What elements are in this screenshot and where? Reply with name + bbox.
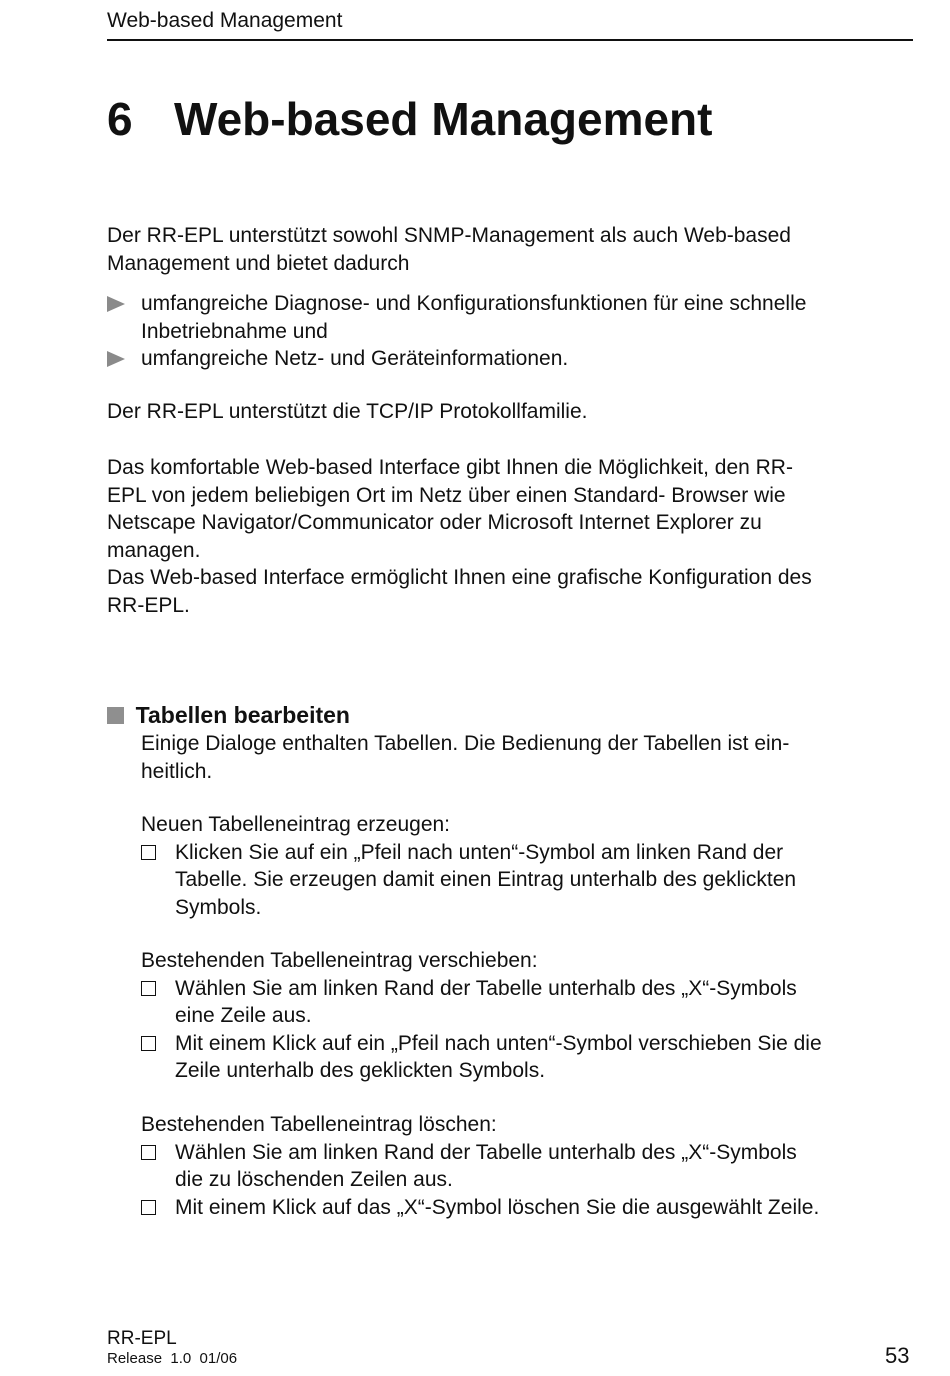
- footer: [107, 1328, 237, 1368]
- chapter-title: Web-based Management: [174, 93, 713, 145]
- item-text: die zu löschenden Zeilen aus.: [175, 1168, 453, 1191]
- checkbox-bullet-icon: [141, 981, 156, 996]
- footer-product: RR-EPL: [107, 1328, 177, 1349]
- group-heading: Bestehenden Tabelleneintrag löschen:: [141, 1113, 497, 1136]
- list-item: [141, 1030, 921, 1085]
- list-item: [107, 290, 917, 345]
- item-text: Wählen Sie am linken Rand der Tabelle unterhalb des „X“-Symbols: [175, 976, 797, 1000]
- item-text: Klicken Sie auf ein „Pfeil nach unten“-Symbol am linken Rand der: [175, 840, 784, 864]
- item-text: Mit einem Klick auf das „X“-Symbol löschen Sie die ausgewählt Zeile.: [175, 1195, 820, 1219]
- item-text: Tabelle. Sie erzeugen damit einen Eintrag unterhalb des geklickten: [175, 868, 797, 891]
- item-text: eine Zeile aus.: [175, 1004, 312, 1027]
- section-intro: [141, 730, 921, 785]
- page-number: 53: [885, 1343, 910, 1368]
- group-delete: [141, 1111, 921, 1221]
- list-item: [141, 839, 921, 922]
- paragraph-line: managen.: [107, 538, 201, 562]
- item-text: Wählen Sie am linken Rand der Tabelle unterhalb des „X“-Symbols: [175, 1140, 797, 1164]
- footer-release: Release 1.0 01/06: [107, 1350, 238, 1367]
- chapter-number: 6: [107, 93, 133, 145]
- item-text: Symbols.: [175, 895, 262, 919]
- intro-line: Management und bietet dadurch: [107, 251, 410, 275]
- web-interface-paragraph: [107, 454, 919, 619]
- list-item: [141, 1139, 921, 1194]
- running-header: Web-based Management: [107, 9, 343, 32]
- checkbox-bullet-icon: [141, 1200, 156, 1215]
- paragraph-line: RR-EPL.: [107, 593, 190, 617]
- list-item: [107, 345, 917, 373]
- group-move: [141, 947, 921, 1085]
- checkbox-bullet-icon: [141, 845, 156, 860]
- list-item: [141, 1194, 921, 1222]
- checkbox-bullet-icon: [141, 1036, 156, 1051]
- section-intro-line: heitlich.: [141, 759, 213, 783]
- section-title: Tabellen bearbeiten: [135, 702, 350, 728]
- group-heading: Bestehenden Tabelleneintrag verschieben:: [141, 949, 538, 972]
- section-intro-line: Einige Dialoge enthalten Tabellen. Die Bedienung der Tabellen ist ein-: [141, 732, 790, 755]
- paragraph-line: Das Web-based Interface ermöglicht Ihnen eine grafische Konfiguration des: [107, 566, 812, 589]
- section-heading: [107, 702, 919, 731]
- list-item: [141, 975, 921, 1030]
- bullet-text: Inbetriebnahme und: [141, 319, 328, 343]
- item-text: Mit einem Klick auf ein „Pfeil nach unten“-Symbol verschieben Sie die: [175, 1031, 822, 1055]
- checkbox-bullet-icon: [141, 1145, 156, 1160]
- bullet-text: umfangreiche Netz- und Geräteinformationen.: [141, 347, 569, 370]
- triangle-bullet-icon: [107, 351, 125, 367]
- triangle-bullet-icon: [107, 296, 125, 312]
- intro-paragraph: [107, 222, 917, 277]
- header-rule: [107, 39, 913, 41]
- square-bullet-icon: [107, 707, 124, 724]
- paragraph-text: Der RR-EPL unterstützt die TCP/IP Protokollfamilie.: [107, 400, 588, 423]
- bullet-text: umfangreiche Diagnose- und Konfigurationsfunktionen für eine schnelle: [141, 292, 807, 315]
- paragraph-line: EPL von jedem beliebigen Ort im Netz über einen Standard- Browser wie: [107, 483, 786, 507]
- intro-line: Der RR-EPL unterstützt sowohl SNMP-Management als auch Web-based: [107, 224, 791, 247]
- item-text: Zeile unterhalb des geklickten Symbols.: [175, 1059, 546, 1082]
- chapter-heading: [107, 90, 712, 148]
- paragraph-line: Netscape Navigator/Communicator oder Microsoft Internet Explorer zu: [107, 511, 762, 534]
- tcpip-paragraph: [107, 398, 919, 426]
- group-create: [141, 811, 921, 921]
- group-heading: Neuen Tabelleneintrag erzeugen:: [141, 813, 451, 836]
- paragraph-line: Das komfortable Web-based Interface gibt Ihnen die Möglichkeit, den RR-: [107, 456, 793, 479]
- feature-list: [107, 290, 917, 373]
